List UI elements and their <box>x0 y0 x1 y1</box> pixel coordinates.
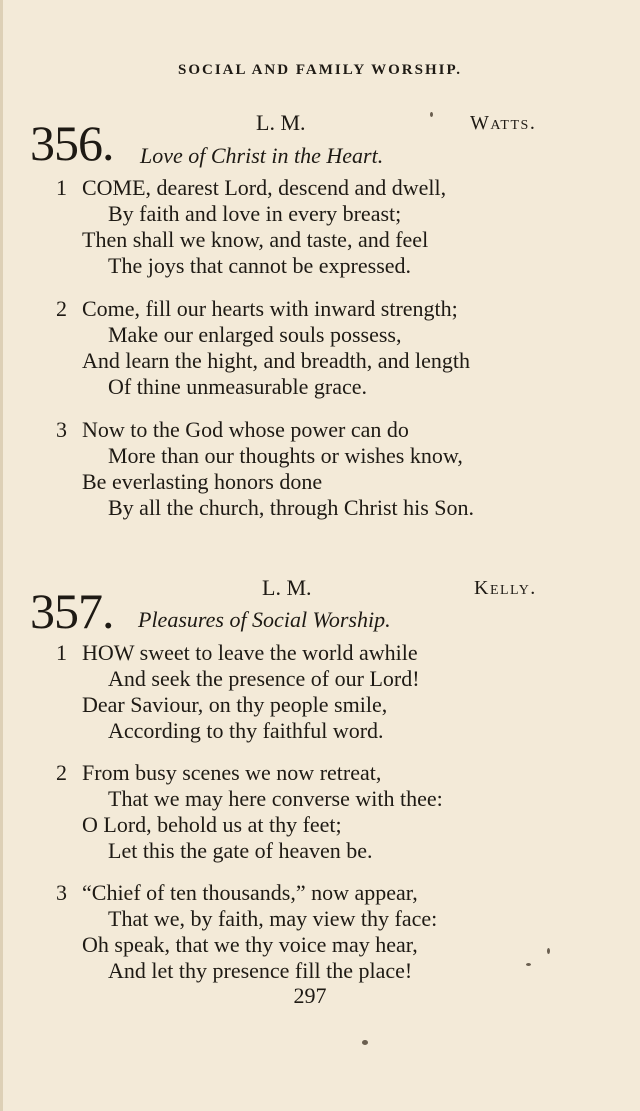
hymn-title: Pleasures of Social Worship. <box>138 607 391 632</box>
verse <box>56 175 446 279</box>
verse-line: Make our enlarged souls possess, <box>108 322 402 347</box>
hymn-author: Kelly. <box>474 577 537 599</box>
running-head: SOCIAL AND FAMILY WORSHIP. <box>177 62 462 78</box>
hymn-meter: L. M. <box>262 575 312 600</box>
verse-line: That we, by faith, may view thy face: <box>108 906 438 931</box>
hymn-number: 356. <box>30 115 114 171</box>
verse-number: 2 <box>56 760 67 785</box>
verse <box>56 760 443 864</box>
ink-speck <box>430 112 433 117</box>
verse-line: Dear Saviour, on thy people smile, <box>82 692 388 717</box>
verse <box>56 880 437 984</box>
hymn-meter: L. M. <box>256 110 306 135</box>
hymn-author: Watts. <box>470 112 537 134</box>
ink-speck <box>526 963 531 966</box>
verse-line: More than our thoughts or wishes know, <box>108 443 463 468</box>
verse-line: Of thine unmeasurable grace. <box>108 374 367 399</box>
verse-line: According to thy faithful word. <box>108 718 384 743</box>
verse-line: And seek the presence of our Lord! <box>108 666 420 691</box>
verse-line: By all the church, through Christ his Son. <box>108 495 475 520</box>
verse-number: 3 <box>56 417 67 442</box>
verse-line: O Lord, behold us at thy feet; <box>82 812 342 837</box>
verse-line: And let thy presence fill the place! <box>108 958 413 983</box>
verse-line: 3 “Chief of ten thousands,” now appear, <box>56 880 418 905</box>
verse-line: That we may here converse with thee: <box>108 786 443 811</box>
verse-number: 3 <box>56 880 67 905</box>
verse-line: Be everlasting honors done <box>82 469 323 494</box>
ink-speck <box>362 1040 368 1045</box>
verse-number: 1 <box>56 640 67 665</box>
verse <box>56 417 474 521</box>
verse-line: Then shall we know, and taste, and feel <box>82 227 429 252</box>
verse-line: 2 Come, fill our hearts with inward strength; <box>56 296 458 321</box>
verse <box>56 296 470 400</box>
verse-line: The joys that cannot be expressed. <box>108 253 412 278</box>
verse-line: By faith and love in every breast; <box>108 201 402 226</box>
verse-line: 2 From busy scenes we now retreat, <box>56 760 382 785</box>
verse-line: 1 COME, dearest Lord, descend and dwell, <box>56 175 447 200</box>
page-edge <box>0 0 3 1111</box>
hymn-title: Love of Christ in the Heart. <box>140 143 384 168</box>
hymn-number: 357. <box>30 583 114 639</box>
verse-number: 1 <box>56 175 67 200</box>
ink-speck <box>547 948 550 954</box>
verse <box>56 640 420 744</box>
verse-line: 3 Now to the God whose power can do <box>56 417 409 442</box>
verse-line: Oh speak, that we thy voice may hear, <box>82 932 418 957</box>
verse-line: 1 HOW sweet to leave the world awhile <box>56 640 418 665</box>
verse-line: And learn the hight, and breadth, and length <box>82 348 470 373</box>
page-number: 297 <box>293 983 327 1008</box>
verse-line: Let this the gate of heaven be. <box>108 838 373 863</box>
verse-number: 2 <box>56 296 67 321</box>
